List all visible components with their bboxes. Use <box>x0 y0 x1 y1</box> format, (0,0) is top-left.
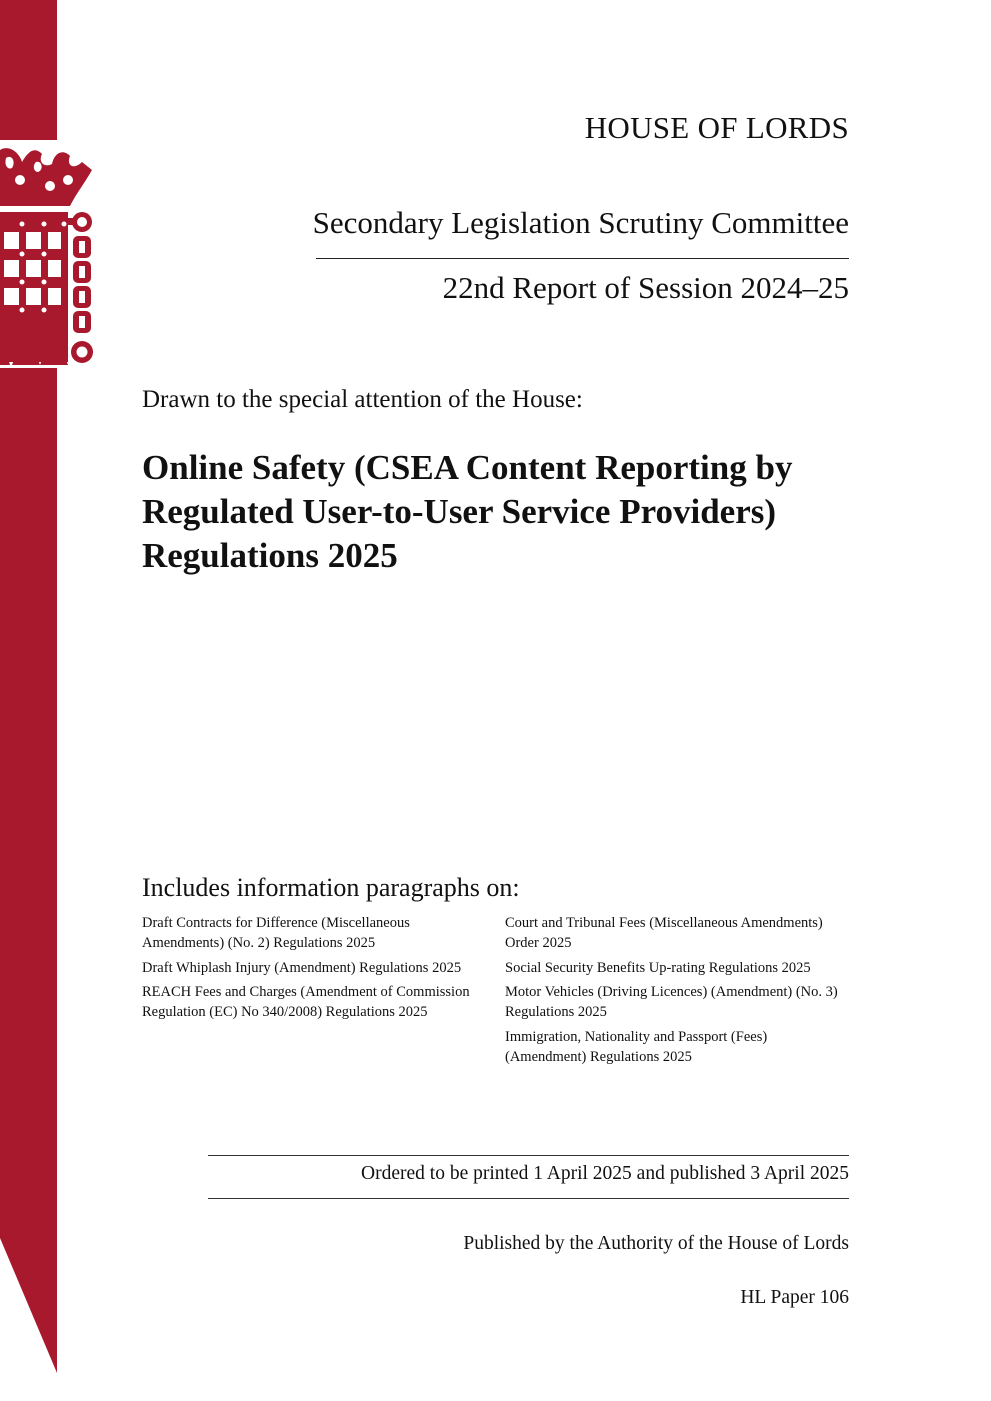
list-item: Draft Contracts for Difference (Miscellaneous Amendments) (No. 2) Regulations 2025 <box>142 915 410 951</box>
list-item: Social Security Benefits Up-rating Regulations 2025 <box>505 959 811 976</box>
includes-heading: Includes information paragraphs on: <box>142 873 520 902</box>
ordered-date: Ordered to be printed 1 April 2025 and published 3 April 2025 <box>361 1163 849 1184</box>
list-item: REACH Fees and Charges (Amendment of Commission Regulation (EC) No 340/2008) Regulations 2025 <box>142 984 470 1020</box>
includes-right-column <box>505 913 850 1071</box>
includes-left-column <box>142 913 487 1027</box>
paper-number: HL Paper 106 <box>740 1287 849 1308</box>
list-item: Draft Whiplash Injury (Amendment) Regulations 2025 <box>142 959 462 976</box>
list-item: Immigration, Nationality and Passport (Fees) (Amendment) Regulations 2025 <box>505 1028 768 1065</box>
publisher-line: Published by the Authority of the House of Lords <box>463 1233 849 1254</box>
list-item: Court and Tribunal Fees (Miscellaneous Amendments) Order 2025 <box>505 915 823 951</box>
page-title: Online Safety (CSEA Content Reporting by Regulated User-to-User Service Providers) Regulations 2025 <box>142 448 793 575</box>
committee-name: Secondary Legislation Scrutiny Committee <box>312 205 849 240</box>
divider <box>208 1155 849 1156</box>
report-session: 22nd Report of Session 2024–25 <box>442 270 849 305</box>
divider <box>208 1198 849 1199</box>
divider <box>316 258 849 259</box>
list-item: Motor Vehicles (Driving Licences) (Amendment) (No. 3) Regulations 2025 <box>505 984 838 1020</box>
portcullis-icon <box>0 140 100 375</box>
house-name: HOUSE OF LORDS <box>584 110 849 145</box>
drawn-label: Drawn to the special attention of the House: <box>142 386 583 413</box>
